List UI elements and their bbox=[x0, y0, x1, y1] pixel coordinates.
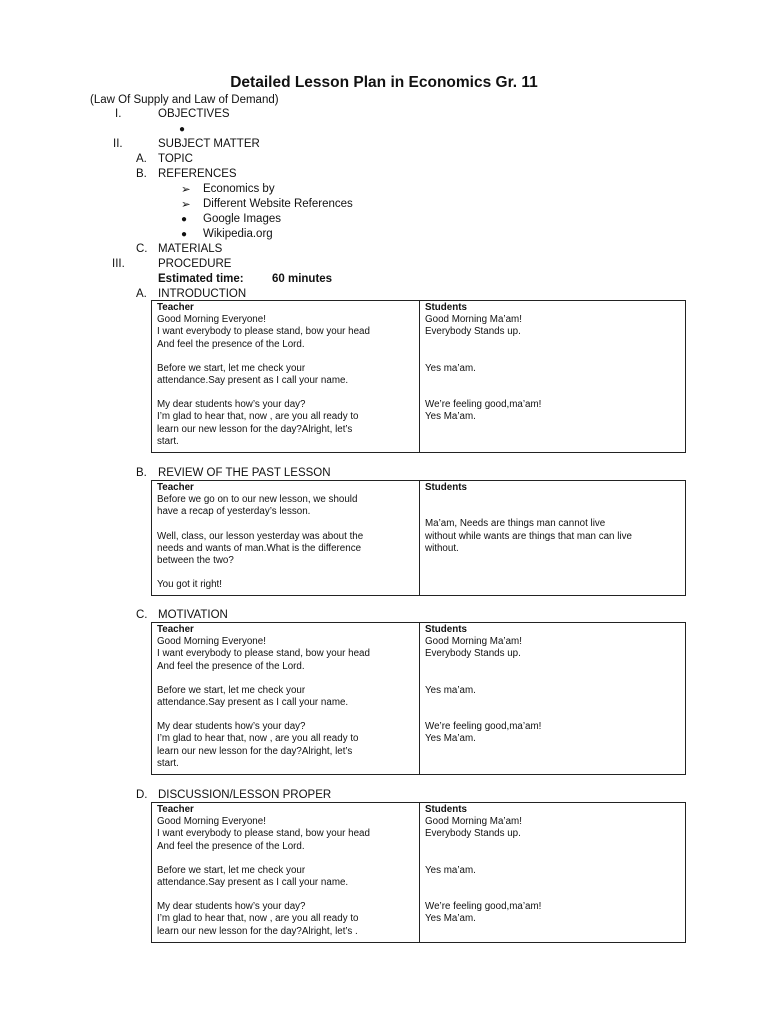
dialogue-paragraph: Well, class, our lesson yesterday was about the needs and wants of man.What is the difference between the two? bbox=[157, 530, 364, 567]
teacher-script bbox=[157, 816, 414, 938]
introduction-letter: A. bbox=[136, 288, 147, 300]
students-script bbox=[425, 816, 680, 925]
students-cell bbox=[420, 803, 686, 943]
discussion-letter: D. bbox=[136, 789, 148, 801]
introduction-table bbox=[151, 300, 686, 453]
dialogue-paragraph: Ma’am, Needs are things man cannot live without while wants are things that man can live without. bbox=[425, 518, 632, 554]
motivation-table bbox=[151, 622, 686, 775]
students-cell bbox=[420, 301, 686, 453]
teacher-header: Teacher bbox=[157, 624, 194, 635]
arrow-bullet-icon: ➢ bbox=[181, 184, 191, 196]
dialogue-paragraph: Good Morning Ma’am! Everybody Stands up. bbox=[425, 314, 522, 338]
dialogue-paragraph: Yes ma’am. bbox=[425, 684, 476, 696]
teacher-script bbox=[157, 636, 414, 770]
teacher-cell bbox=[152, 481, 420, 596]
dialogue-paragraph bbox=[425, 494, 680, 506]
teacher-cell bbox=[152, 301, 420, 453]
introduction-heading: INTRODUCTION bbox=[158, 288, 247, 300]
dialogue-paragraph: Yes ma’am. bbox=[425, 362, 476, 374]
reference-item: Google Images bbox=[203, 213, 281, 225]
section-1-number: I. bbox=[115, 108, 122, 120]
motivation-letter: C. bbox=[136, 609, 148, 621]
teacher-cell bbox=[152, 623, 420, 775]
references-letter: B. bbox=[136, 168, 147, 180]
dialogue-paragraph: Yes ma’am. bbox=[425, 864, 476, 876]
dialogue-paragraph: You got it right! bbox=[157, 579, 222, 591]
section-2-number: II. bbox=[113, 138, 123, 150]
dialogue-paragraph: Before we go on to our new lesson, we should have a recap of yesterday’s lesson. bbox=[157, 494, 358, 518]
dialogue-paragraph: Before we start, let me check your attendance.Say present as I call your name. bbox=[157, 684, 349, 709]
reference-item: Different Website References bbox=[203, 198, 353, 210]
references-label: REFERENCES bbox=[158, 168, 237, 180]
section-2-label: SUBJECT MATTER bbox=[158, 138, 260, 150]
motivation-heading: MOTIVATION bbox=[158, 609, 228, 621]
estimated-time-value: 60 minutes bbox=[272, 273, 333, 285]
teacher-cell bbox=[152, 803, 420, 943]
teacher-script bbox=[157, 314, 414, 448]
students-script bbox=[425, 494, 680, 555]
dialogue-paragraph: Good Morning Ma’am! Everybody Stands up. bbox=[425, 816, 522, 840]
dialogue-paragraph: My dear students how’s your day? I’m glad to hear that, now , are you all ready to learn our new lesson for the day?Alright, let’s start. bbox=[157, 721, 359, 769]
discussion-heading: DISCUSSION/LESSON PROPER bbox=[158, 789, 332, 801]
materials-label: MATERIALS bbox=[158, 243, 223, 255]
dialogue-paragraph: My dear students how’s your day? I’m glad to hear that, now , are you all ready to learn our new lesson for the day?Alright, let’s . bbox=[157, 901, 359, 937]
dialogue-paragraph: Good Morning Ma’am! Everybody Stands up. bbox=[425, 636, 522, 660]
students-script bbox=[425, 314, 680, 423]
document-subtitle: (Law Of Supply and Law of Demand) bbox=[90, 94, 279, 106]
table-row bbox=[152, 301, 686, 453]
section-1-label: OBJECTIVES bbox=[158, 108, 230, 120]
dialogue-paragraph: Before we start, let me check your attendance.Say present as I call your name. bbox=[157, 362, 349, 387]
students-header: Students bbox=[425, 302, 467, 313]
section-3-label: PROCEDURE bbox=[158, 258, 232, 270]
section-3-number: III. bbox=[112, 258, 125, 270]
students-cell bbox=[420, 481, 686, 596]
students-script bbox=[425, 636, 680, 745]
objective-bullet-icon: ● bbox=[179, 124, 186, 135]
students-header: Students bbox=[425, 624, 467, 635]
table-row bbox=[152, 623, 686, 775]
reference-item: Economics by bbox=[203, 183, 275, 195]
dialogue-paragraph: We’re feeling good,ma’am! Yes Ma’am. bbox=[425, 399, 542, 423]
review-table bbox=[151, 480, 686, 596]
dialogue-paragraph: Good Morning Everyone! I want everybody to please stand, bow your head And feel the presence of the Lord. bbox=[157, 314, 370, 350]
students-header: Students bbox=[425, 804, 467, 815]
reference-item: Wikipedia.org bbox=[203, 228, 273, 240]
teacher-script bbox=[157, 494, 414, 591]
topic-label: TOPIC bbox=[158, 153, 193, 165]
dialogue-paragraph: Before we start, let me check your attendance.Say present as I call your name. bbox=[157, 864, 349, 889]
discussion-table bbox=[151, 802, 686, 943]
dialogue-paragraph: We’re feeling good,ma’am! Yes Ma’am. bbox=[425, 901, 542, 925]
dialogue-paragraph: My dear students how’s your day? I’m glad to hear that, now , are you all ready to learn our new lesson for the day?Alright, let’s start. bbox=[157, 399, 359, 447]
bullet-icon: ● bbox=[181, 229, 188, 240]
table-row bbox=[152, 481, 686, 596]
review-heading: REVIEW OF THE PAST LESSON bbox=[158, 467, 331, 479]
arrow-bullet-icon: ➢ bbox=[181, 199, 191, 211]
dialogue-paragraph: We’re feeling good,ma’am! Yes Ma’am. bbox=[425, 721, 542, 745]
bullet-icon: ● bbox=[181, 214, 188, 225]
students-header: Students bbox=[425, 482, 467, 493]
students-cell bbox=[420, 623, 686, 775]
teacher-header: Teacher bbox=[157, 482, 194, 493]
teacher-header: Teacher bbox=[157, 804, 194, 815]
teacher-header: Teacher bbox=[157, 302, 194, 313]
materials-letter: C. bbox=[136, 243, 148, 255]
document-title: Detailed Lesson Plan in Economics Gr. 11 bbox=[230, 74, 538, 91]
table-row bbox=[152, 803, 686, 943]
review-letter: B. bbox=[136, 467, 147, 479]
dialogue-paragraph: Good Morning Everyone! I want everybody to please stand, bow your head And feel the presence of the Lord. bbox=[157, 636, 370, 672]
topic-letter: A. bbox=[136, 153, 147, 165]
dialogue-paragraph: Good Morning Everyone! I want everybody to please stand, bow your head And feel the presence of the Lord. bbox=[157, 816, 370, 852]
estimated-time-label: Estimated time: bbox=[158, 273, 244, 285]
